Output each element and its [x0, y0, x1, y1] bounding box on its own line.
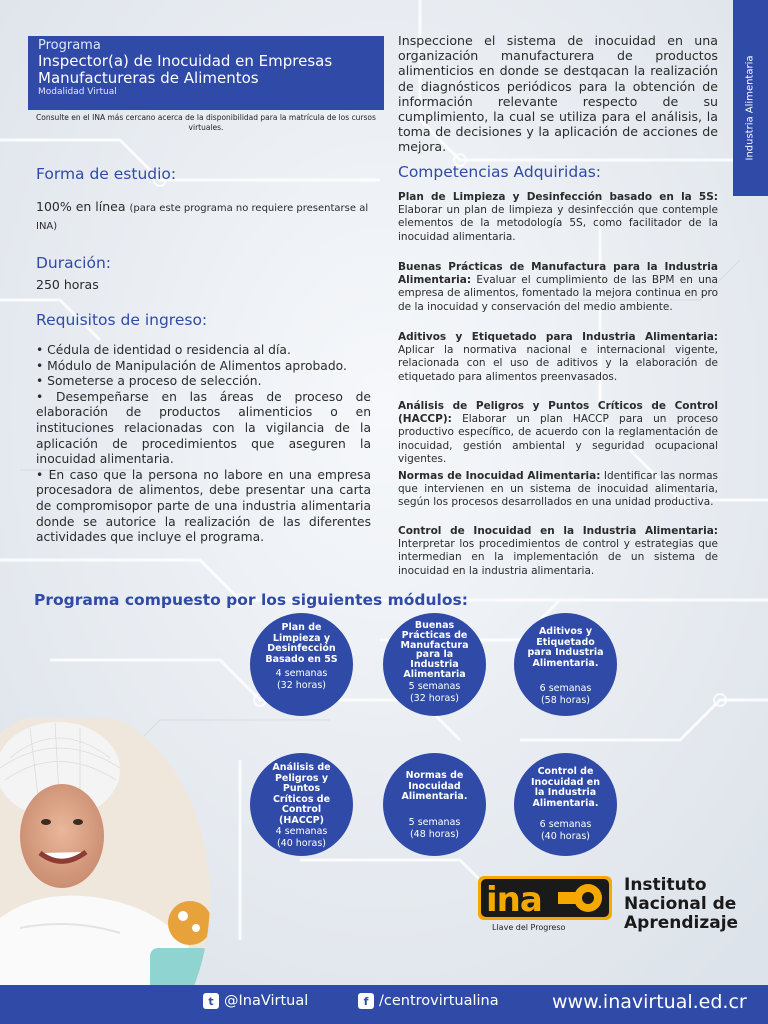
ina-name-line: Nacional de: [624, 894, 737, 914]
module-circle: [250, 753, 353, 856]
twitter-icon: t: [203, 993, 219, 1009]
study-block: [36, 199, 371, 234]
competency-item: [398, 400, 718, 466]
consult-note: Consulte en el INA más cercano acerca de la disponibilidad para la matrícula de los cursos virtuales.: [36, 113, 376, 132]
modules-heading: Programa compuesto por los siguientes módulos:: [34, 591, 468, 609]
competencies-heading: Competencias Adquiridas:: [398, 163, 601, 181]
requirements-list: [36, 343, 371, 546]
module-weeks: 4 semanas: [275, 668, 328, 679]
duration-heading: Duración:: [36, 254, 111, 272]
category-label: Industria Alimentaria: [744, 55, 756, 161]
facebook-link[interactable]: [358, 993, 499, 1009]
competency-item: [398, 331, 718, 384]
ina-tagline: Llave del Progreso: [492, 923, 566, 932]
competency-title: Normas de Inocuidad Alimentaria:: [398, 470, 601, 482]
module-duration: [409, 681, 461, 705]
module-duration: [276, 826, 328, 850]
ina-logo: [478, 868, 748, 938]
competency-item: [398, 191, 718, 244]
footer-bar: [0, 985, 768, 1024]
module-name: Plan de Limpieza y Desinfección Basado en 5S: [265, 622, 338, 665]
module-weeks: 6 semanas: [539, 819, 592, 830]
module-hours: (58 horas): [540, 695, 590, 706]
category-side-tab: [733, 0, 768, 196]
study-value: 100% en línea: [36, 199, 126, 214]
competency-item: [398, 261, 718, 314]
module-duration: [409, 817, 461, 841]
program-title-line2: Manufactureras de Alimentos: [38, 69, 259, 87]
program-modality: Modalidad Virtual: [38, 87, 117, 97]
competency-text: Interpretar los procedimientos de control y estrategias que intermedian en la implementación de un sistema de inocuidad en la industria alimentaria.: [398, 538, 718, 577]
duration-value: 250 horas: [36, 277, 99, 292]
study-heading: Forma de estudio:: [36, 165, 177, 183]
facebook-handle: /centrovirtualina: [379, 993, 499, 1009]
student-photo: [0, 718, 210, 1024]
module-name: Buenas Prácticas de Manufactura para la Industria Alimentaria: [400, 620, 469, 680]
program-header: [28, 36, 384, 110]
program-title-line1: Inspector(a) de Inocuidad en Empresas: [38, 52, 333, 70]
module-hours: (40 horas): [540, 831, 590, 842]
competency-text: Elaborar un plan de limpieza y desinfección que contemple elementos de la metodología 5S, como facilitador de la inocuidad alimentaria.: [398, 204, 718, 243]
module-weeks: 6 semanas: [539, 683, 592, 694]
ina-name-line: Instituto: [624, 875, 707, 895]
competency-title: Análisis de Peligros y Puntos Críticos de Control (HACCP):: [398, 400, 718, 426]
ina-name-line: Aprendizaje: [624, 913, 739, 933]
program-intro: Inspeccione el sistema de inocuidad en una organización manufacturera de productos alimenticios en donde se destqacan la realización de diagnósticos periódicos para la obtención de información relevante respecto de su cumplimiento, la cual se utiliza para el análisis, la toma de decisiones y la aplicación de acciones de mejora.: [398, 33, 718, 155]
competency-title: Aditivos y Etiquetado para Industria Alimentaria:: [398, 331, 718, 343]
competency-title: Buenas Prácticas de Manufactura para la Industria Alimentaria:: [398, 261, 718, 287]
program-kicker: Programa: [38, 38, 101, 53]
module-duration: [540, 819, 592, 843]
facebook-icon: f: [358, 993, 374, 1009]
list-item: • En caso que la persona no labore en una empresa procesadora de alimentos, debe presentar una carta de compromisopor parte de una industria alimentaria donde se autorice la realización de las diferentes actividades que incluye el programa.: [36, 467, 371, 545]
competency-item: [398, 470, 718, 510]
requirements-heading: Requisitos de ingreso:: [36, 311, 208, 329]
ina-wordmark: ina: [486, 880, 542, 920]
module-hours: (32 horas): [409, 692, 459, 704]
module-hours: (40 horas): [276, 838, 326, 849]
module-hours: (48 horas): [409, 828, 459, 840]
competency-title: Plan de Limpieza y Desinfección basado en la 5S:: [398, 191, 718, 203]
list-item: • Desempeñarse en las áreas de proceso de elaboración de productos alimenticios o en instituciones relacionadas con la vigilancia de la aplicación de procedimientos que aseguren la inocuidad alimentaria.: [36, 389, 371, 467]
study-note: (para este programa no requiere presentarse al INA): [36, 203, 369, 232]
competency-title: Control de Inocuidad en la Industria Alimentaria:: [398, 525, 718, 537]
module-hours: (32 horas): [276, 680, 326, 691]
competency-text: Evaluar el cumplimiento de las BPM en una empresa de alimentos, fomentado la mejora continua en pro de la inocuidad y conservación del medio ambiente.: [398, 274, 718, 313]
list-item: • Módulo de Manipulación de Alimentos aprobado.: [36, 358, 347, 373]
module-duration: [540, 683, 592, 707]
twitter-link[interactable]: [203, 993, 308, 1009]
module-circle: [383, 613, 486, 716]
module-weeks: 4 semanas: [275, 826, 328, 837]
module-name: Análisis de Peligros y Puntos Críticos de Control (HACCP): [272, 762, 331, 826]
list-item: • Someterse a proceso de selección.: [36, 374, 262, 389]
module-circle: [250, 613, 353, 716]
competency-text: Aplicar la normativa nacional e internacional vigente, relacionada con el uso de aditivos y la elaboración de etiquetado para alimentos preenvasados.: [398, 344, 718, 383]
module-weeks: 5 semanas: [408, 680, 461, 692]
module-circle: [514, 613, 617, 716]
twitter-handle: @InaVirtual: [224, 993, 309, 1009]
module-name: Control de Inocuidad en la Industria Alimentaria.: [530, 766, 600, 809]
competency-text: Elaborar un plan HACCP para un proceso productivo específico, de acuerdo con la reglamentación de inocuidad, gestión ambiental y seguridad ocupacional vigentes.: [398, 413, 718, 465]
competency-text: Identificar las normas que intervienen en un sistema de inocuidad alimentaria, según los procesos desarrollados en una unidad productiva.: [398, 470, 718, 509]
module-duration: [276, 668, 328, 692]
module-circle: [514, 753, 617, 856]
module-weeks: 5 semanas: [408, 816, 461, 828]
module-name: Aditivos y Etiquetado para Industria Alimentaria.: [527, 626, 604, 669]
module-circle: [383, 753, 486, 856]
module-name: Normas de Inocuidad Alimentaria.: [401, 770, 468, 802]
website-link[interactable]: www.inavirtual.ed.cr: [552, 991, 747, 1013]
list-item: • Cédula de identidad o residencia al día.: [36, 343, 291, 357]
ina-institution-name: [624, 876, 738, 933]
competency-item: [398, 525, 718, 578]
